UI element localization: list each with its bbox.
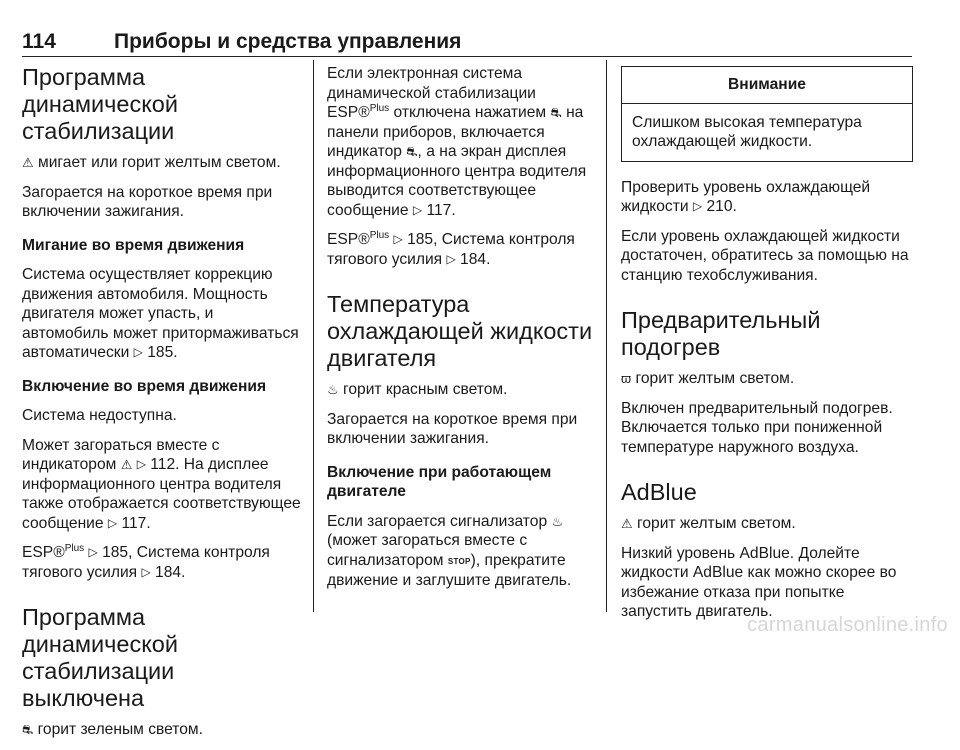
heading-adblue: AdBlue xyxy=(621,479,697,505)
tc-indicator-icon: ⚠ xyxy=(120,457,133,472)
text: Если электронная система динамической стабилизации ESP® xyxy=(327,65,536,121)
text: 112. На дисплее информационного центра водителя также отображается соответствующее сообщение xyxy=(22,456,301,532)
text: Может загораться вместе с индикатором xyxy=(22,436,220,473)
page-number: 114 xyxy=(22,30,56,53)
text: Проверить уровень охлаждающей жидкости xyxy=(621,178,871,215)
superscript: Plus xyxy=(369,102,390,114)
superscript: Plus xyxy=(64,542,85,554)
column-divider-1 xyxy=(313,60,314,612)
glow-plug-icon: ϖ xyxy=(621,371,632,386)
page-ref-icon: ▷ xyxy=(136,457,146,471)
coolant-temperature-icon: ♨ xyxy=(551,513,564,529)
column-1 xyxy=(22,64,302,750)
link-text[interactable]: 117. xyxy=(426,201,456,219)
page-ref-icon: ▷ xyxy=(446,251,456,266)
paragraph: Загорается на короткое время при включении зажигания. xyxy=(22,183,273,220)
paragraph xyxy=(327,380,597,400)
esp-off-icon: ⛐ xyxy=(550,105,562,120)
page-header xyxy=(22,30,912,54)
page-ref-icon: ▷ xyxy=(393,232,403,246)
superscript: Plus xyxy=(369,229,390,241)
page-ref-icon: ▷ xyxy=(133,345,143,359)
text: ESP® xyxy=(327,231,370,248)
subheading-flashing: Мигание во время движения xyxy=(22,236,245,254)
text: горит красным светом. xyxy=(343,381,508,398)
page-ref-icon: ▷ xyxy=(412,202,423,217)
column-divider-2 xyxy=(606,60,607,612)
link-text[interactable]: 117. xyxy=(121,514,151,532)
column-2 xyxy=(327,64,597,601)
header-rule xyxy=(22,56,912,57)
text: на панели приборов, включается индикатор xyxy=(327,104,584,160)
coolant-temperature-icon: ♨ xyxy=(327,382,339,397)
paragraph: Загорается на короткое время при включении зажигания. xyxy=(327,410,578,447)
link-text[interactable]: 184. xyxy=(155,563,186,581)
paragraph xyxy=(621,369,913,389)
paragraph: Система недоступна. xyxy=(22,407,177,424)
text: Если загорается сигнализатор xyxy=(327,512,548,530)
link-text[interactable]: 184. xyxy=(460,250,491,268)
page-ref-icon: ▷ xyxy=(141,564,151,579)
text: (может загораться вместе с сигнализатором xyxy=(327,532,528,569)
link-text[interactable]: 185, Система контроля тягового усилия xyxy=(22,544,270,581)
paragraph: Включен предварительный подогрев. Включается только при пониженной температуре наружного воздуха. xyxy=(621,399,893,456)
page-ref-icon: ▷ xyxy=(107,515,118,530)
watermark: carmanualsonline.info xyxy=(747,614,948,636)
esp-off-icon: ⛐ xyxy=(406,144,418,159)
link-text[interactable]: 210. xyxy=(706,198,737,215)
notice-title: Внимание xyxy=(622,67,912,104)
text: , а на экран дисплея информационного центра водителя выводится соответствующее сообщение xyxy=(327,143,587,219)
text: горит желтым светом. xyxy=(637,515,796,532)
link-text[interactable]: 185, Система контроля тягового усилия xyxy=(327,231,575,268)
text: мигает или горит желтым светом. xyxy=(38,154,281,171)
column-3 xyxy=(621,64,913,632)
heading-coolant-temperature: Температура охлаждающей жидкости двигателя xyxy=(327,291,593,371)
text: горит зеленым светом. xyxy=(37,721,203,738)
link-text[interactable]: 185. xyxy=(147,344,178,361)
heading-esp: Программа динамической стабилизации xyxy=(22,64,178,144)
paragraph xyxy=(621,178,913,217)
heading-preheating: Предварительный подогрев xyxy=(621,307,821,360)
adblue-icon: ⚠ xyxy=(621,516,633,531)
esp-off-icon: ⛐ xyxy=(22,722,34,737)
paragraph xyxy=(22,265,302,363)
esp-flash-icon: ⚠ xyxy=(22,155,34,170)
subheading-engine-running: Включение при работающем двигателе xyxy=(327,463,552,500)
paragraph xyxy=(327,512,597,591)
heading-esp-off: Программа динамической стабилизации выключена xyxy=(22,604,178,711)
paragraph xyxy=(327,64,597,220)
notice-box xyxy=(621,66,913,162)
paragraph xyxy=(22,436,302,534)
paragraph xyxy=(22,720,302,740)
subheading-on-while-driving: Включение во время движения xyxy=(22,377,267,395)
text: ), прекратите движение и заглушите двигатель. xyxy=(327,551,572,589)
page-ref-icon: ▷ xyxy=(88,545,98,559)
paragraph: Если уровень охлаждающей жидкости достаточен, обратитесь за помощью на станцию техобслуживания. xyxy=(621,227,909,284)
stop-icon: STOP xyxy=(447,556,471,566)
paragraph xyxy=(621,514,913,534)
paragraph: Низкий уровень AdBlue. Долейте жидкости AdBlue как можно скорее во избежание отказа при попытке запустить двигатель. xyxy=(621,544,897,620)
paragraph xyxy=(22,543,302,582)
text: Система осуществляет коррекцию движения автомобиля. Мощность двигателя может упасть, и автомобиль может притормаживаться автоматически xyxy=(22,266,299,361)
paragraph xyxy=(327,230,597,269)
page-title: Приборы и средства управления xyxy=(114,30,462,53)
text: отключена нажатием xyxy=(393,104,547,121)
text: горит желтым светом. xyxy=(635,370,795,387)
text: ESP® xyxy=(22,544,65,561)
page-ref-icon: ▷ xyxy=(692,199,703,213)
paragraph xyxy=(22,153,302,173)
notice-text: Слишком высокая температура охлаждающей жидкости. xyxy=(632,113,862,150)
